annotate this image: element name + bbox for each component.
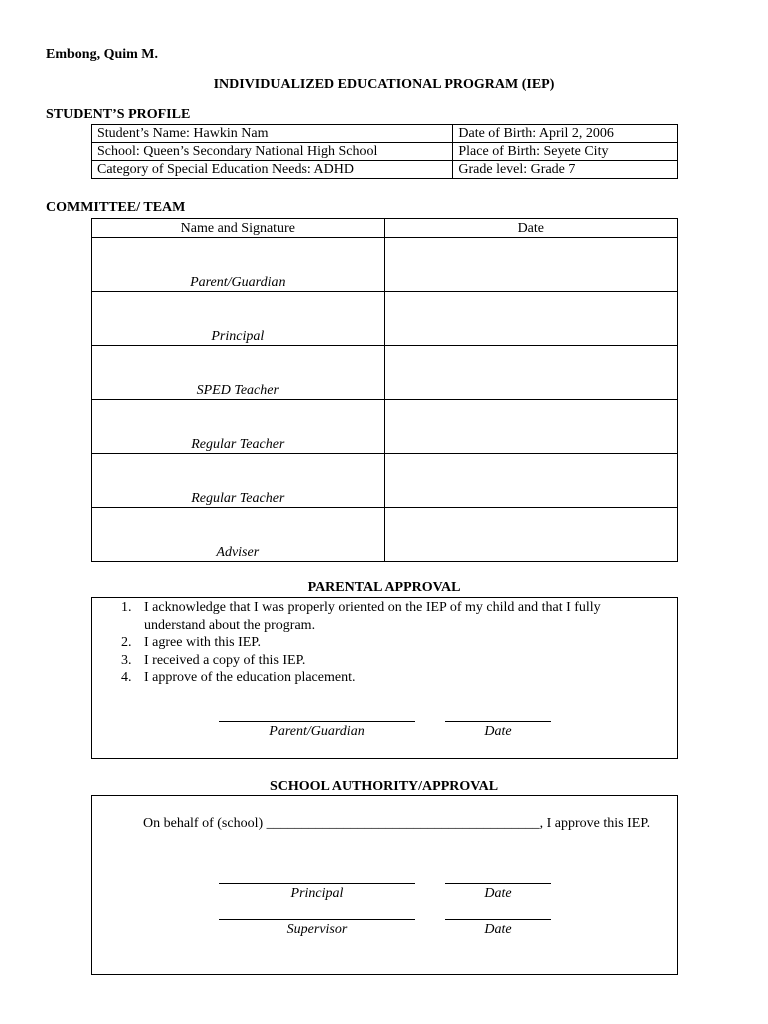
committee-date-cell [384,292,677,346]
supervisor-label: Supervisor [286,922,348,937]
committee-heading: COMMITTEE/ TEAM [46,200,186,215]
committee-date-cell [384,508,677,562]
student-profile-heading: STUDENT’S PROFILE [46,107,191,122]
school-name-blank: _______________________________________ [266,816,540,831]
document-title: INDIVIDUALIZED EDUCATIONAL PROGRAM (IEP) [213,77,555,92]
list-item: 1. I acknowledge that I was properly oriented on the IEP of my child and that I fully understand about the program. [121,600,601,633]
committee-date-cell [384,346,677,400]
grade-level: Grade level: Grade 7 [453,161,678,179]
committee-role: Regular Teacher [92,400,385,454]
committee-role: Regular Teacher [92,454,385,508]
date-line [445,721,551,722]
committee-date-cell [384,454,677,508]
list-item: 3. I received a copy of this IEP. [121,652,306,668]
committee-role: Parent/Guardian [92,238,385,292]
date-line [445,919,551,920]
committee-role: SPED Teacher [92,346,385,400]
signature-line [219,721,415,722]
committee-date-cell [384,400,677,454]
committee-date-cell [384,238,677,292]
date-label: Date [484,922,512,937]
date-of-birth: Date of Birth: April 2, 2006 [453,125,678,143]
list-item: 2. I agree with this IEP. [121,635,262,650]
signature-line [219,919,415,920]
author-name: Embong, Quim M. [46,47,159,62]
date-line [445,883,551,884]
principal-label: Principal [290,886,344,901]
parental-approval-heading: PARENTAL APPROVAL [307,580,461,595]
sped-category: Category of Special Education Needs: ADHD [92,161,453,179]
student-profile-table [91,124,678,179]
committee-role: Adviser [92,508,385,562]
school-approval-heading: SCHOOL AUTHORITY/APPROVAL [269,779,499,794]
signature-line [219,883,415,884]
school-name: School: Queen’s Secondary National High School [92,143,453,161]
parent-guardian-label: Parent/Guardian [269,724,365,739]
on-behalf-statement: On behalf of (school) _______________________________________, I approve this IEP. [143,816,651,831]
approval-list [92,599,652,687]
parental-approval-box [91,597,678,759]
place-of-birth: Place of Birth: Seyete City [453,143,678,161]
committee-table [91,218,678,562]
student-name: Student’s Name: Hawkin Nam [92,125,453,143]
column-header-date: Date [384,219,677,238]
date-label: Date [484,724,512,739]
column-header-name: Name and Signature [92,219,385,238]
committee-role: Principal [92,292,385,346]
list-item: 4. I approve of the education placement. [121,670,356,685]
date-label: Date [484,886,512,901]
school-approval-box [91,795,678,975]
